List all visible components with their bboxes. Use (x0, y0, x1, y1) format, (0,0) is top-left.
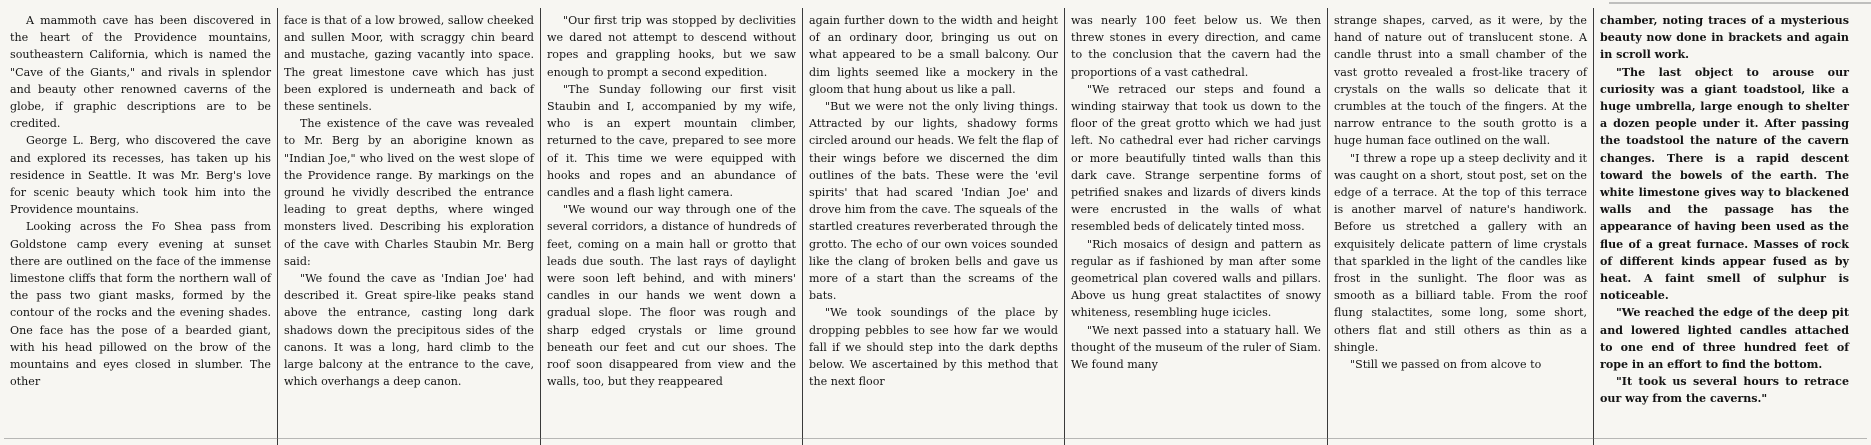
paragraph: A mammoth cave has been discovered in the heart of the Providence mountains, southeastern California, which is named the "Cave of the Giants," and rivals in splendor and beauty other renowned caverns of the globe, if graphic descriptions are to be credited. (10, 14, 271, 131)
paragraph: "We reached the edge of the deep pit and lowered lighted candles attached to one end of three hundred feet of rope in an effort to find the bottom. (1600, 306, 1849, 372)
column-2 (277, 8, 540, 445)
paragraph: "But we were not the only living things. Attracted by our lights, shadowy forms circled around our heads. We felt the flap of their wings before we discerned the dim outlines of the bats. These were the 'evil spirits' that had scared 'Indian Joe' and drove him from the cave. The squeals of the startled creatures reverberated through the grotto. The echo of our own voices sounded like the clang of broken bells and gave us more of a start than the screams of the bats. (809, 100, 1058, 303)
paragraph: face is that of a low browed, sallow cheeked and sullen Moor, with scraggy chin beard and mustache, gazing vacantly into space. The great limestone cave which has just been explored is underneath and back of these sentinels. (284, 14, 534, 114)
paragraph: again further down to the width and height of an ordinary door, bringing us out on what appeared to be a small balcony. Our dim lights seemed like a mockery in the gloom that hung about us like a pall. (809, 14, 1058, 96)
column-7 (1593, 8, 1855, 445)
paragraph: Looking across the Fo Shea pass from Goldstone camp every evening at sunset there are outlined on the face of the immense limestone cliffs that form the northern wall of the pass two giant masks, formed by the contour of the rocks and the evening shades. One face has the pose of a bearded giant, with his head pillowed on the brow of the mountains and eyes closed in slumber. The other (10, 220, 271, 389)
paragraph: George L. Berg, who discovered the cave and explored its recesses, has taken up his residence in Seattle. It was Mr. Berg's love for scenic beauty which took him into the Providence mountains. (10, 134, 271, 217)
bottom-rule (4, 438, 1867, 439)
paragraph: "Our first trip was stopped by declivities we dared not attempt to descend without ropes and grappling hooks, but we saw enough to prompt a second expedition. (547, 14, 796, 79)
paragraph: was nearly 100 feet below us. We then threw stones in every direction, and came to the conclusion that the cavern had the proportions of a vast cathedral. (1071, 14, 1321, 79)
top-border (0, 2, 1871, 4)
paragraph: The existence of the cave was revealed to Mr. Berg by an aborigine known as "Indian Joe," who lived on the west slope of the Providence range. By markings on the ground he vividly described the entrance leading to great depths, where winged monsters lived. Describing his exploration of the cave with Charles Staubin Mr. Berg said: (284, 117, 534, 268)
paragraph: strange shapes, carved, as it were, by the hand of nature out of translucent stone. A candle thrust into a small chamber of the vast grotto revealed a frost-like tracery of crystals on the walls so delicate that it crumbles at the touch of the fingers. At the narrow entrance to the south grotto is a huge human face outlined on the wall. (1334, 14, 1587, 148)
paragraph: "Rich mosaics of design and pattern as regular as if fashioned by man after some geometrical plan covered walls and pillars. Above us hung great stalactites of snowy whiteness, resembling huge icicles. (1071, 237, 1321, 320)
paragraph: "The Sunday following our first visit Staubin and I, accompanied by my wife, who is an expert mountain climber, returned to the cave, prepared to see more of it. This time we were equipped with hooks and ropes and an abundance of candles and a flash light camera. (547, 82, 796, 200)
paragraph: "We retraced our steps and found a winding stairway that took us down to the floor of the great grotto which we had just left. No cathedral ever had richer carvings or more beautifully tinted walls than this dark cave. Strange serpentine forms of petrified snakes and lizards of divers kinds were encrusted in the walls of what resembled beds of delicately tinted moss. (1071, 82, 1321, 234)
article-columns (4, 8, 1867, 445)
paragraph: "We took soundings of the place by dropping pebbles to see how far we would fall if we should step into the dark depths below. We ascertained by this method that the next floor (809, 306, 1058, 389)
paragraph: "We wound our way through one of the several corridors, a distance of hundreds of feet, coming on a main hall or grotto that leads due south. The last rays of daylight were soon left behind, and with miners' candles in our hands we went down a gradual slope. The floor was rough and sharp edged crystals or lime ground beneath our feet and cut our shoes. The roof soon disappeared from view and the walls, too, but they reappeared (547, 203, 796, 389)
column-3 (540, 8, 802, 445)
column-6 (1327, 8, 1593, 445)
paragraph: "It took us several hours to retrace our way from the caverns." (1600, 375, 1849, 406)
paragraph: "The last object to arouse our curiosity was a giant toadstool, like a huge umbrella, large enough to shelter a dozen people under it. After passing the toadstool the nature of the cavern changes. There is a rapid descent toward the bowels of the earth. The white limestone gives way to blackened walls and the passage has the appearance of having been used as the flue of a great furnace. Masses of rock of different kinds appear fused as by heat. A faint smell of sulphur is noticeable. (1600, 65, 1849, 303)
paragraph: "We next passed into a statuary hall. We thought of the museum of the ruler of Siam. We found many (1071, 323, 1321, 372)
paragraph: "Still we passed on from alcove to (1350, 358, 1542, 372)
column-4 (802, 8, 1064, 445)
paragraph: "I threw a rope up a steep declivity and it was caught on a short, stout post, set on the edge of a terrace. At the top of this terrace is another marvel of nature's handiwork. Before us stretched a gallery with an exquisitely delicate pattern of lime crystals that sparkled in the light of the candles like frost in the sunlight. The floor was as smooth as a billiard table. From the roof flung stalactites, some long, some short, others flat and still others as thin as a shingle. (1334, 151, 1587, 354)
column-1 (4, 8, 277, 445)
column-5 (1064, 8, 1327, 445)
paragraph: chamber, noting traces of a mysterious beauty now done in brackets and again in scroll work. (1600, 14, 1849, 62)
paragraph: "We found the cave as 'Indian Joe' had described it. Great spire-like peaks stand above the entrance, casting long dark shadows down the precipitous sides of the canons. It was a long, hard climb to the large balcony at the entrance to the cave, which overhangs a deep canon. (284, 272, 534, 389)
